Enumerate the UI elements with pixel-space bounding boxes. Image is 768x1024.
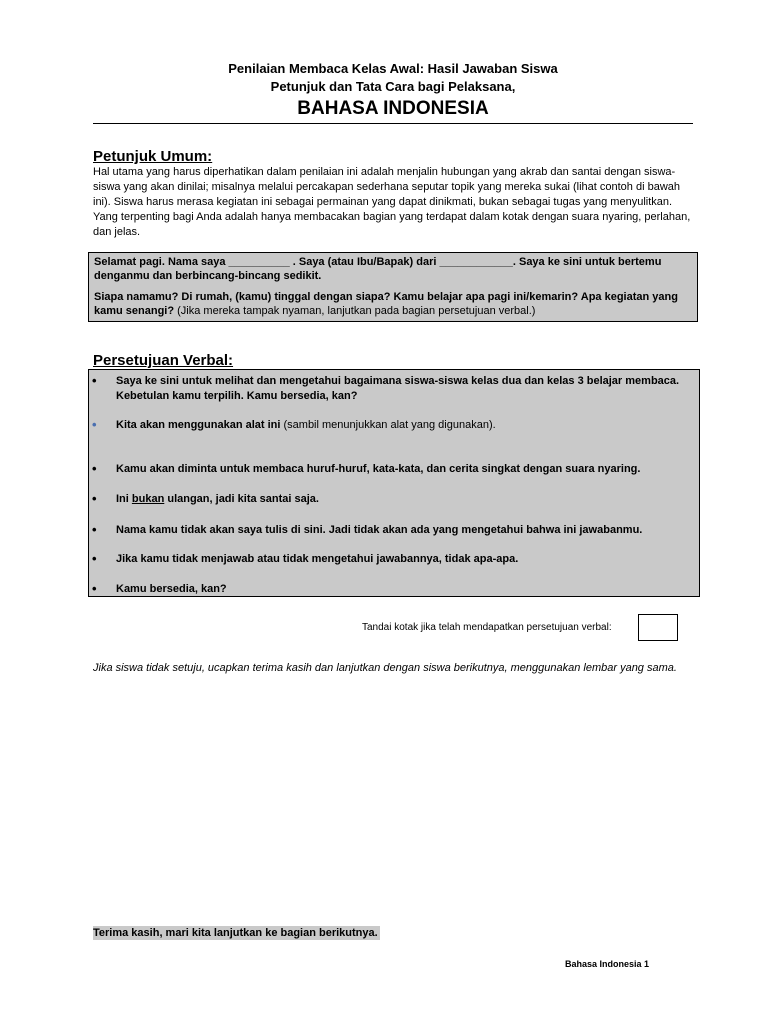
closing-statement: Terima kasih, mari kita lanjutkan ke bagian berikutnya.: [93, 927, 378, 939]
consent-bullet-post: ulangan, jadi kita santai saja.: [164, 493, 319, 505]
general-instructions-text: Hal utama yang harus diperhatikan dalam penilaian ini adalah menjalin hubungan yang akrab dan santai dengan siswa-siswa yang akan dinilai; misalnya melalui percakapan sederhana seputar topik yang mereka sukai (lihat contoh di bawah ini). Siswa harus merasa kegiatan ini sebagai permainan yang dapat dinikmati, bukan sebagai tugas yang menyulitkan. Yang terpenting bagi Anda adalah hanya membacakan bagian yang terdapat dalam kotak dengan suara nyaring, perlahan, dan jelas.: [93, 166, 691, 238]
consent-bullet-underlined: bukan: [131, 493, 165, 505]
bullet-icon: •: [92, 551, 97, 566]
greeting-paragraph-2: [94, 290, 692, 318]
greeting-note: (Jika mereka tampak nyaman, lanjutkan pada bagian persetujuan verbal.): [174, 305, 536, 317]
bullet-icon: •: [92, 581, 97, 596]
refusal-note: Jika siswa tidak setuju, ucapkan terima kasih dan lanjutkan dengan siswa berikutnya, menggunakan lembar yang sama.: [93, 662, 677, 674]
bullet-icon: •: [92, 417, 97, 432]
consent-bullet-bold: Kita akan menggunakan alat ini: [116, 419, 281, 431]
header-line-2: Petunjuk dan Tata Cara bagi Pelaksana,: [270, 79, 516, 94]
consent-bullet-pre: Ini: [116, 493, 132, 505]
consent-bullet-text: Saya ke sini untuk melihat dan mengetahui bagaimana siswa-siswa kelas dua dan kelas 3 belajar membaca. Kebetulan kamu terpilih. Kamu bersedia, kan?: [116, 375, 680, 402]
general-instructions-heading: Petunjuk Umum:: [93, 148, 213, 165]
header-divider: [93, 123, 693, 124]
bullet-icon: •: [92, 522, 97, 537]
bullet-icon: •: [92, 373, 97, 388]
consent-bullet-plain: (sambil menunjukkan alat yang digunakan).: [280, 419, 496, 431]
header-line-1: Penilaian Membaca Kelas Awal: Hasil Jawaban Siswa: [228, 61, 558, 76]
consent-bullet-text: Jika kamu tidak menjawab atau tidak mengetahui jawabannya, tidak apa-apa.: [116, 553, 519, 565]
consent-checkbox-label: Tandai kotak jika telah mendapatkan persetujuan verbal:: [362, 622, 612, 633]
document-header: [93, 60, 693, 122]
consent-bullet-text: Kamu akan diminta untuk membaca huruf-huruf, kata-kata, dan cerita singkat dengan suara nyaring.: [116, 463, 641, 475]
verbal-consent-box: [88, 369, 700, 597]
consent-bullet-text: Kamu bersedia, kan?: [116, 583, 227, 595]
consent-bullet-text: Nama kamu tidak akan saya tulis di sini. Jadi tidak akan ada yang mengetahui bahwa ini jawabanmu.: [116, 524, 643, 536]
consent-bullet-text: [116, 418, 691, 433]
greeting-script-box: [88, 252, 698, 322]
greeting-paragraph-1: Selamat pagi. Nama saya __________ . Saya (atau Ibu/Bapak) dari ____________. Saya ke sini untuk bertemu denganmu dan berbincang-bincang sedikit.: [94, 256, 662, 282]
bullet-icon: •: [92, 491, 97, 506]
bullet-icon: •: [92, 461, 97, 476]
page-footer: Bahasa Indonesia 1: [565, 959, 650, 969]
verbal-consent-heading: Persetujuan Verbal:: [93, 352, 234, 369]
consent-bullet-text: [116, 492, 691, 507]
consent-checkbox[interactable]: [638, 614, 678, 641]
document-title: BAHASA INDONESIA: [297, 98, 489, 119]
greeting-questions: Siapa namamu? Di rumah, (kamu) tinggal dengan siapa? Kamu belajar apa pagi ini/kemarin? Apa kegiatan yang kamu senangi?: [94, 291, 678, 317]
